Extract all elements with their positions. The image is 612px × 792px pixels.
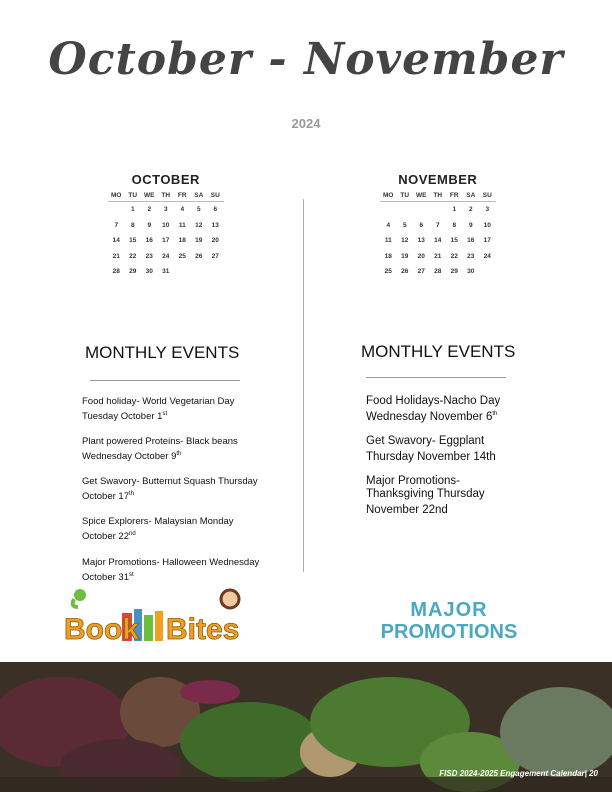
october-events-rule [90, 380, 240, 381]
november-events-heading: MONTHLY EVENTS [361, 342, 516, 361]
calendar-day: 8 [452, 221, 457, 229]
calendar-day [413, 202, 430, 218]
november-weekday-row [380, 191, 496, 202]
calendar-day: 19 [195, 237, 203, 245]
weekday: TU [125, 191, 142, 202]
calendar-day: 22 [129, 252, 137, 260]
weekday: TU [397, 191, 414, 202]
october-calendar [108, 172, 224, 280]
logo-word-book: Book [64, 613, 139, 645]
calendar-day: 27 [417, 268, 425, 276]
calendar-day: 13 [417, 237, 425, 245]
calendar-day: 12 [401, 237, 409, 245]
calendar-day: 7 [435, 221, 440, 229]
weekday: MO [380, 191, 397, 202]
weekday: TH [158, 191, 175, 202]
calendar-day: 14 [434, 237, 442, 245]
logo-word-bites: Bites [166, 613, 240, 645]
page-footer: FISD 2024-2025 Engagement Calendar| 20 [439, 769, 598, 778]
calendar-day: 14 [112, 237, 120, 245]
weekday: SU [207, 191, 224, 202]
major-promotions-logo [372, 596, 527, 642]
calendar-day: 21 [112, 252, 120, 260]
calendar-day: 4 [386, 221, 391, 229]
calendar-week [108, 233, 224, 249]
calendar-day: 15 [129, 237, 137, 245]
weekday: WE [141, 191, 158, 202]
calendar-day: 1 [130, 206, 135, 214]
october-weekday-row [108, 191, 224, 202]
weekday: TH [430, 191, 447, 202]
weekday: WE [413, 191, 430, 202]
calendar-day: 28 [112, 268, 120, 276]
calendar-day: 23 [467, 252, 475, 260]
calendar-day: 8 [130, 221, 135, 229]
calendar-day: 2 [147, 206, 152, 214]
page-title: October - November [48, 34, 564, 85]
calendar-week [380, 249, 496, 265]
november-calendar [380, 172, 496, 280]
calendar-day: 18 [178, 237, 186, 245]
event-item: Spice Explorers- Malaysian Monday October 22nd [82, 516, 234, 543]
calendar-day [207, 264, 224, 280]
november-days [380, 202, 496, 280]
logo-line-promotions: PROMOTIONS [380, 621, 518, 642]
event-item: Food holiday- World Vegetarian Day Tuesday October 1st [82, 396, 235, 423]
calendar-day [108, 202, 125, 218]
calendar-day: 11 [178, 221, 186, 229]
calendar-day [380, 202, 397, 218]
calendar-day: 26 [195, 252, 203, 260]
october-events-heading: MONTHLY EVENTS [85, 343, 240, 362]
event-item: Get Swavory- Eggplant Thursday November 14th [366, 434, 496, 463]
calendar-day: 24 [162, 252, 170, 260]
calendar-day: 25 [178, 252, 186, 260]
calendar-day: 1 [452, 206, 457, 214]
calendar-day: 24 [483, 252, 491, 260]
calendar-week [108, 249, 224, 265]
calendar-day: 20 [211, 237, 219, 245]
calendar-day: 28 [434, 268, 442, 276]
calendar-day: 30 [467, 268, 475, 276]
calendar-day: 25 [384, 268, 392, 276]
calendar-day: 12 [195, 221, 203, 229]
calendar-day: 11 [384, 237, 392, 245]
calendar-day: 15 [450, 237, 458, 245]
snake-icon [74, 589, 86, 601]
calendar-day [174, 264, 191, 280]
calendar-day: 6 [419, 221, 424, 229]
calendar-day: 27 [211, 252, 219, 260]
calendar-day [430, 202, 447, 218]
october-calendar-title: OCTOBER [131, 172, 200, 187]
calendar-day: 23 [145, 252, 153, 260]
event-item: Food Holidays-Nacho Day Wednesday November 6th [366, 395, 501, 423]
calendar-day: 22 [450, 252, 458, 260]
calendar-day [191, 264, 208, 280]
calendar-day: 9 [147, 221, 152, 229]
calendar-day: 18 [384, 252, 392, 260]
october-days [108, 202, 224, 280]
calendar-day: 21 [434, 252, 442, 260]
calendar-day [479, 264, 496, 280]
calendar-day: 13 [211, 221, 219, 229]
weekday: SU [479, 191, 496, 202]
calendar-day: 7 [114, 221, 119, 229]
calendar-day: 5 [402, 221, 407, 229]
october-events-list [82, 396, 260, 597]
calendar-day: 19 [401, 252, 409, 260]
book-bites-logo [62, 585, 247, 645]
calendar-day: 4 [180, 206, 185, 214]
calendar-day: 16 [145, 237, 153, 245]
calendar-day: 17 [162, 237, 170, 245]
calendar-week [380, 218, 496, 234]
calendar-week [108, 218, 224, 234]
calendar-day: 2 [468, 206, 473, 214]
calendar-day: 10 [162, 221, 170, 229]
november-calendar-title: NOVEMBER [398, 172, 478, 187]
calendar-day [397, 202, 414, 218]
november-events-rule [366, 377, 506, 378]
weekday: FR [174, 191, 191, 202]
girl-avatar-icon [221, 590, 239, 608]
event-item: Major Promotions- Thanksgiving Thursday November 22nd [366, 474, 485, 516]
calendar-week [380, 202, 496, 218]
event-item: Get Swavory- Butternut Squash Thursday October 17th [82, 476, 258, 503]
calendar-day: 6 [213, 206, 218, 214]
calendar-week [380, 233, 496, 249]
weekday: SA [191, 191, 208, 202]
calendar-day: 29 [450, 268, 458, 276]
calendar-day: 16 [467, 237, 475, 245]
calendar-day: 26 [401, 268, 409, 276]
weekday: MO [108, 191, 125, 202]
calendar-day: 3 [485, 206, 490, 214]
november-grid [380, 191, 496, 280]
logo-line-major: MAJOR [410, 599, 488, 621]
calendar-week [108, 264, 224, 280]
weekday: SA [463, 191, 480, 202]
calendar-week [108, 202, 224, 218]
weekday: FR [446, 191, 463, 202]
calendar-day: 17 [483, 237, 491, 245]
november-events-list [366, 395, 516, 527]
column-divider [303, 199, 304, 572]
year-label: 2024 [291, 116, 321, 131]
october-grid [108, 191, 224, 280]
calendar-day: 10 [483, 221, 491, 229]
calendar-day: 9 [468, 221, 473, 229]
calendar-day: 3 [163, 206, 168, 214]
calendar-day: 31 [162, 268, 170, 276]
event-item: Major Promotions- Halloween Wednesday October 31st [82, 556, 260, 583]
event-item: Plant powered Proteins- Black beans Wednesday October 9th [82, 436, 238, 463]
calendar-day: 29 [129, 268, 137, 276]
calendar-week [380, 264, 496, 280]
calendar-day: 5 [196, 206, 201, 214]
calendar-day: 30 [145, 268, 153, 276]
calendar-day: 20 [417, 252, 425, 260]
